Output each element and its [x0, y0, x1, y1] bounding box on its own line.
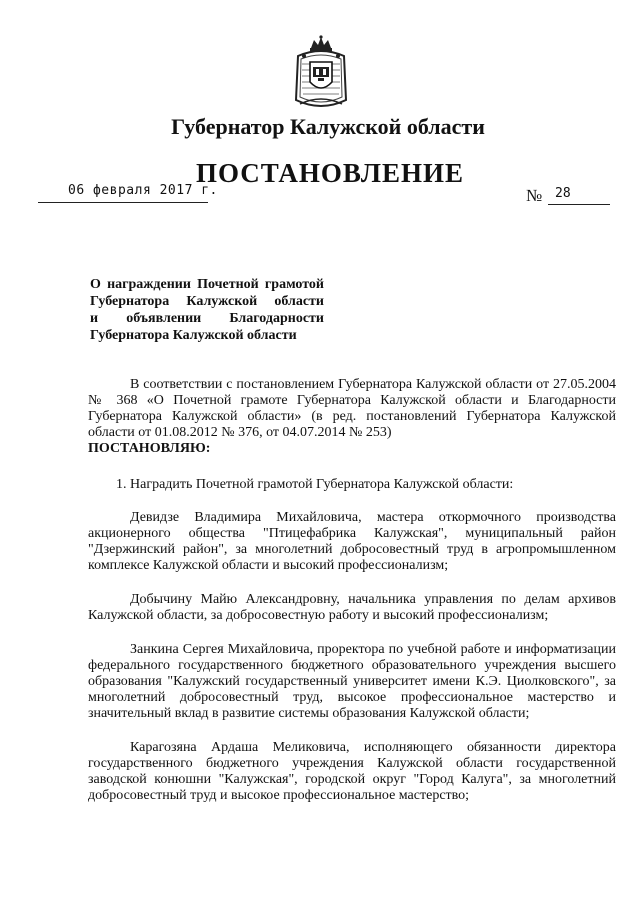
awardee-paragraph: Карагозяна Ардаша Меликовича, исполняющего обязанности директора государственного бюджетного учреждения Калужской области государственной заводской конюшни "Калужская", городской округ "Город Калуга", за многолетний добросовестный труд и высокое профессиональное мастерство; [88, 740, 616, 803]
document-body [88, 377, 616, 822]
document-number: 28 [555, 186, 571, 201]
awardee-paragraph: Добычину Майю Александровну, начальника управления по делам архивов Калужской области, за добросовестную работу и высокий профессионализм; [88, 592, 616, 623]
number-sign: № [526, 186, 543, 205]
coat-of-arms-emblem [292, 34, 350, 112]
document-subject [90, 276, 324, 344]
awardee-paragraph: Занкина Сергея Михайловича, проректора по учебной работе и информатизации федерального государственного бюджетного образовательного учреждения высшего образования "Калужский государственный университет имени К.Э. Циолковского", за многолетний добросовестный труд, высокое профессиональное мастерство и значительный вклад в развитие системы образования Калужской области; [88, 642, 616, 721]
awardee-paragraph: Девидзе Владимира Михайловича, мастера откормочного производства акционерного общества "Птицефабрика Калужская", муниципальный район "Дзержинский район", за многолетний добросовестный труд в агропромышленном комплексе Калужской области и высокий профессионализм; [88, 510, 616, 573]
document-date: 06 февраля 2017 г. [68, 183, 218, 198]
subject-line: Губернатора Калужской области [90, 328, 297, 343]
document-type-title: ПОСТАНОВЛЕНИЕ [195, 158, 465, 188]
issuing-authority: Губернатор Калужской области [171, 114, 485, 139]
item-1: 1. Наградить Почетной грамотой Губернатора Калужской области: [116, 477, 514, 492]
preamble-paragraph: В соответствии с постановлением Губернатора Калужской области от 27.05.2004 № 368 «О Почетной грамоте Губернатора Калужской области и Благодарности Губернатора Калужской области» (в ред. постановлений Губернатора Калужской области от 01.08.2012 № 376, от 04.07.2014 № 253) [88, 377, 616, 440]
subject-line: и объявлении Благодарности [90, 311, 324, 326]
subject-line: О награждении Почетной грамотой [90, 277, 324, 292]
decree-keyword: ПОСТАНОВЛЯЮ: [88, 441, 211, 456]
subject-line: Губернатора Калужской области [90, 294, 324, 309]
